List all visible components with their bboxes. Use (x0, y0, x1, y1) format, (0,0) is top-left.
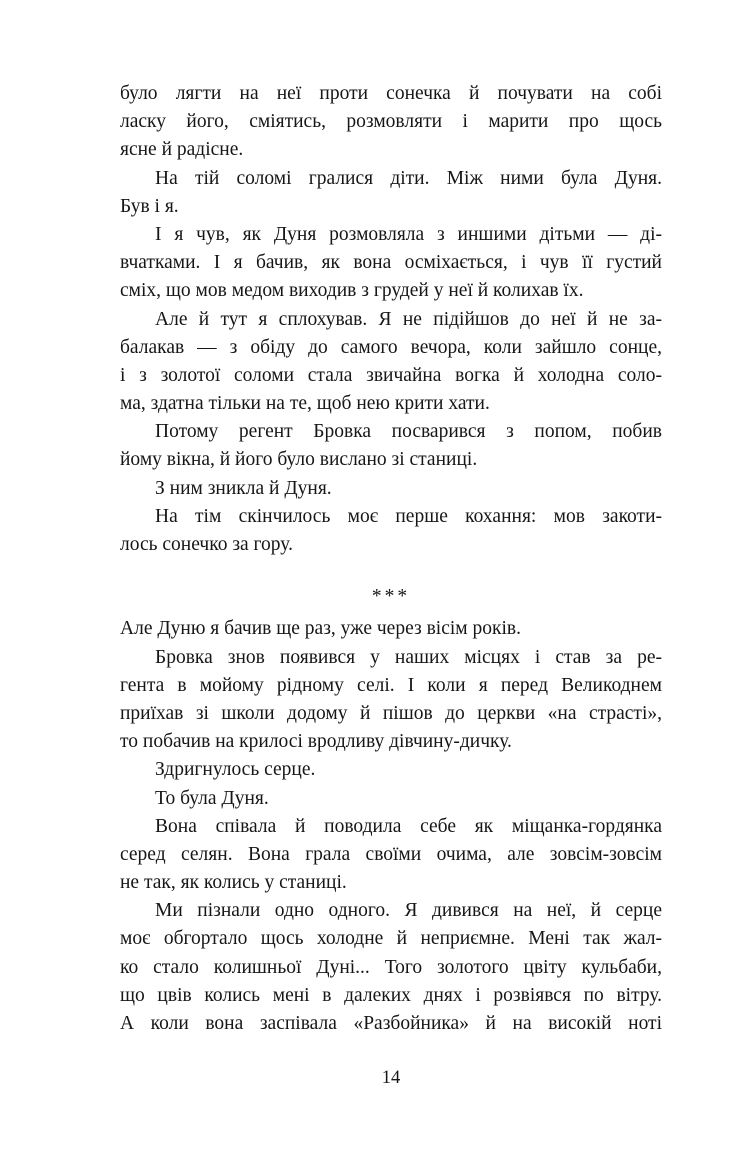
text-line: То була Дуня. (155, 787, 269, 809)
section-separator: *** (371, 586, 411, 608)
paragraph (120, 644, 662, 757)
text-line: балакав — з обіду до самого вечора, коли зайшло сонце, (120, 336, 662, 358)
paragraph (120, 615, 662, 643)
text-line: ко стало колишньої Дуні... Того золотого цвіту кульбаби, (120, 956, 662, 978)
text-line: А коли вона заспівала «Разбойника» й на високій ноті (120, 1013, 662, 1034)
text-line: На тій соломі гралися діти. Між ними була Дуня. (155, 167, 662, 189)
paragraph (120, 165, 662, 221)
paragraph (120, 306, 662, 419)
text-block (120, 80, 662, 1038)
text-line: ясне й радісне. (120, 139, 244, 161)
text-line: Був і я. (120, 195, 179, 217)
text-line: гента в мойому рідному селі. І коли я перед Великоднем (120, 674, 662, 696)
text-line: сміх, що мов медом виходив з грудей у неї й колихав їх. (120, 280, 584, 302)
text-line: І я чув, як Дуня розмовляла з иншими дітьми — ді- (155, 223, 662, 245)
text-line: Ми пізнали одно одного. Я дивився на неї, й серце (155, 900, 662, 922)
page-number: 14 (381, 1068, 401, 1088)
text-line: то побачив на крилосі вродливу дівчину-дичку. (120, 731, 512, 753)
text-line: Здригнулось серце. (155, 759, 316, 781)
text-line: На тім скінчилось моє перше кохання: мов закоти- (155, 505, 662, 527)
text-line: ласку його, сміятись, розмовляти і марити про щось (120, 111, 662, 133)
text-line: і з золотої соломи стала звичайна вогка й холодна соло- (120, 364, 662, 386)
paragraph (120, 221, 662, 306)
text-line: моє обгортало щось холодне й неприємне. Мені так жал- (120, 928, 662, 950)
text-line: серед селян. Вона грала своїми очима, але зовсім-зовсім (120, 843, 662, 865)
text-line: Але Дуню я бачив ще раз, уже через вісім років. (120, 618, 521, 640)
text-line: вчатками. І я бачив, як вона осміхається, і чув її густий (120, 252, 662, 274)
text-line: Але й тут я сплохував. Я не підійшов до неї й не за- (155, 308, 662, 330)
text-line: що цвів колись мені в далеких днях і розвіявся по вітру. (120, 984, 662, 1006)
text-line: було лягти на неї проти сонечка й почувати на собі (120, 83, 662, 104)
paragraph (120, 756, 662, 784)
text-line: не так, як колись у станиці. (120, 872, 347, 894)
paragraph (120, 475, 662, 503)
text-line: Вона співала й поводила себе як міщанка-гордянка (155, 815, 662, 837)
paragraph (120, 418, 662, 474)
paragraph (120, 503, 662, 559)
text-line: Потому регент Бровка посварився з попом, побив (155, 421, 662, 443)
text-line: лось сонечко за гору. (120, 534, 293, 555)
text-line: ма, здатна тільки на те, щоб нею крити хати. (120, 393, 490, 415)
paragraph (120, 80, 662, 165)
text-line: йому вікна, й його було вислано зі станиці. (120, 449, 478, 471)
text-line: приїхав зі школи додому й пішов до церкви «на страсті», (120, 702, 662, 724)
text-line: Бровка знов появився у наших місцях і став за ре- (155, 646, 662, 668)
text-line: З ним зникла й Дуня. (155, 477, 332, 499)
paragraph (120, 897, 662, 1038)
paragraph (120, 785, 662, 813)
paragraph (120, 813, 662, 898)
